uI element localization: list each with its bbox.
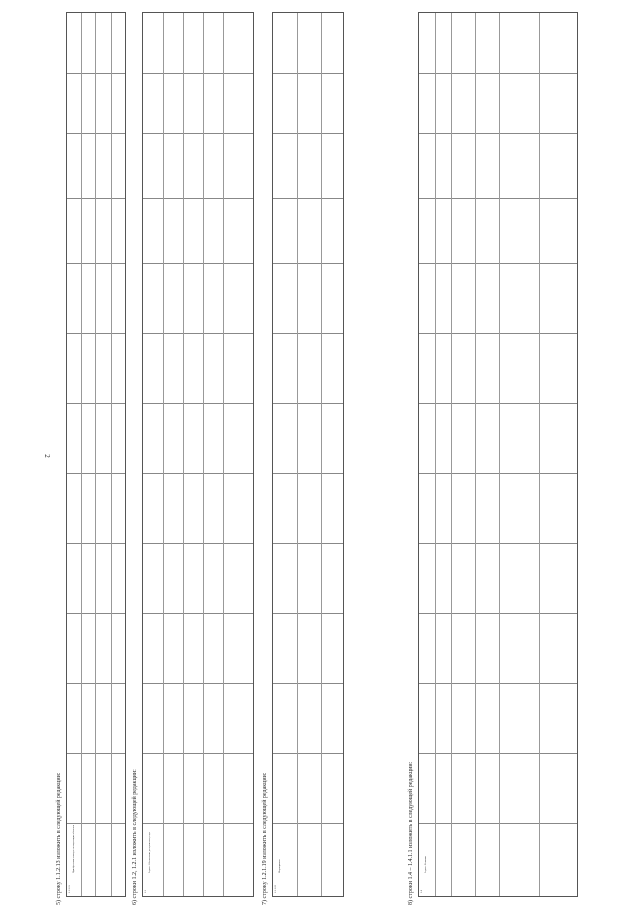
row-text: Задача: Развитие [424,855,427,873]
row-text: Мероприятие [278,859,281,873]
section-heading-8: 8) строки 1.4 – 1.4.1.1 изложить в следующей редакции: [408,761,414,905]
row-code: 1.1.2.13 [68,885,71,893]
section-heading-5: 5) строку 1.1.2.13 изложить в следующей редакции: [56,772,62,905]
row-code: 1.2.1.19 [274,885,277,893]
section-heading-6: 6) строки 1.2, 1.2.1 изложить в следующей редакции: [132,769,138,905]
page-number: 2 [42,454,51,458]
table-rows-1-2 [142,12,254,897]
row-code: 1.4 [420,890,423,893]
row-text: Задача: Обеспечение доступности услуг [148,832,151,873]
table-row-1-2-1-19 [272,12,344,897]
row-text: Приобретение и ввод в эксплуатацию объектов [72,825,75,873]
section-heading-7: 7) строку 1.2.1.19 изложить в следующей редакции: [262,772,268,905]
row-code: 1.2 [144,890,147,893]
table-row-1-1-2-13 [66,12,126,897]
table-rows-1-4 [418,12,578,897]
